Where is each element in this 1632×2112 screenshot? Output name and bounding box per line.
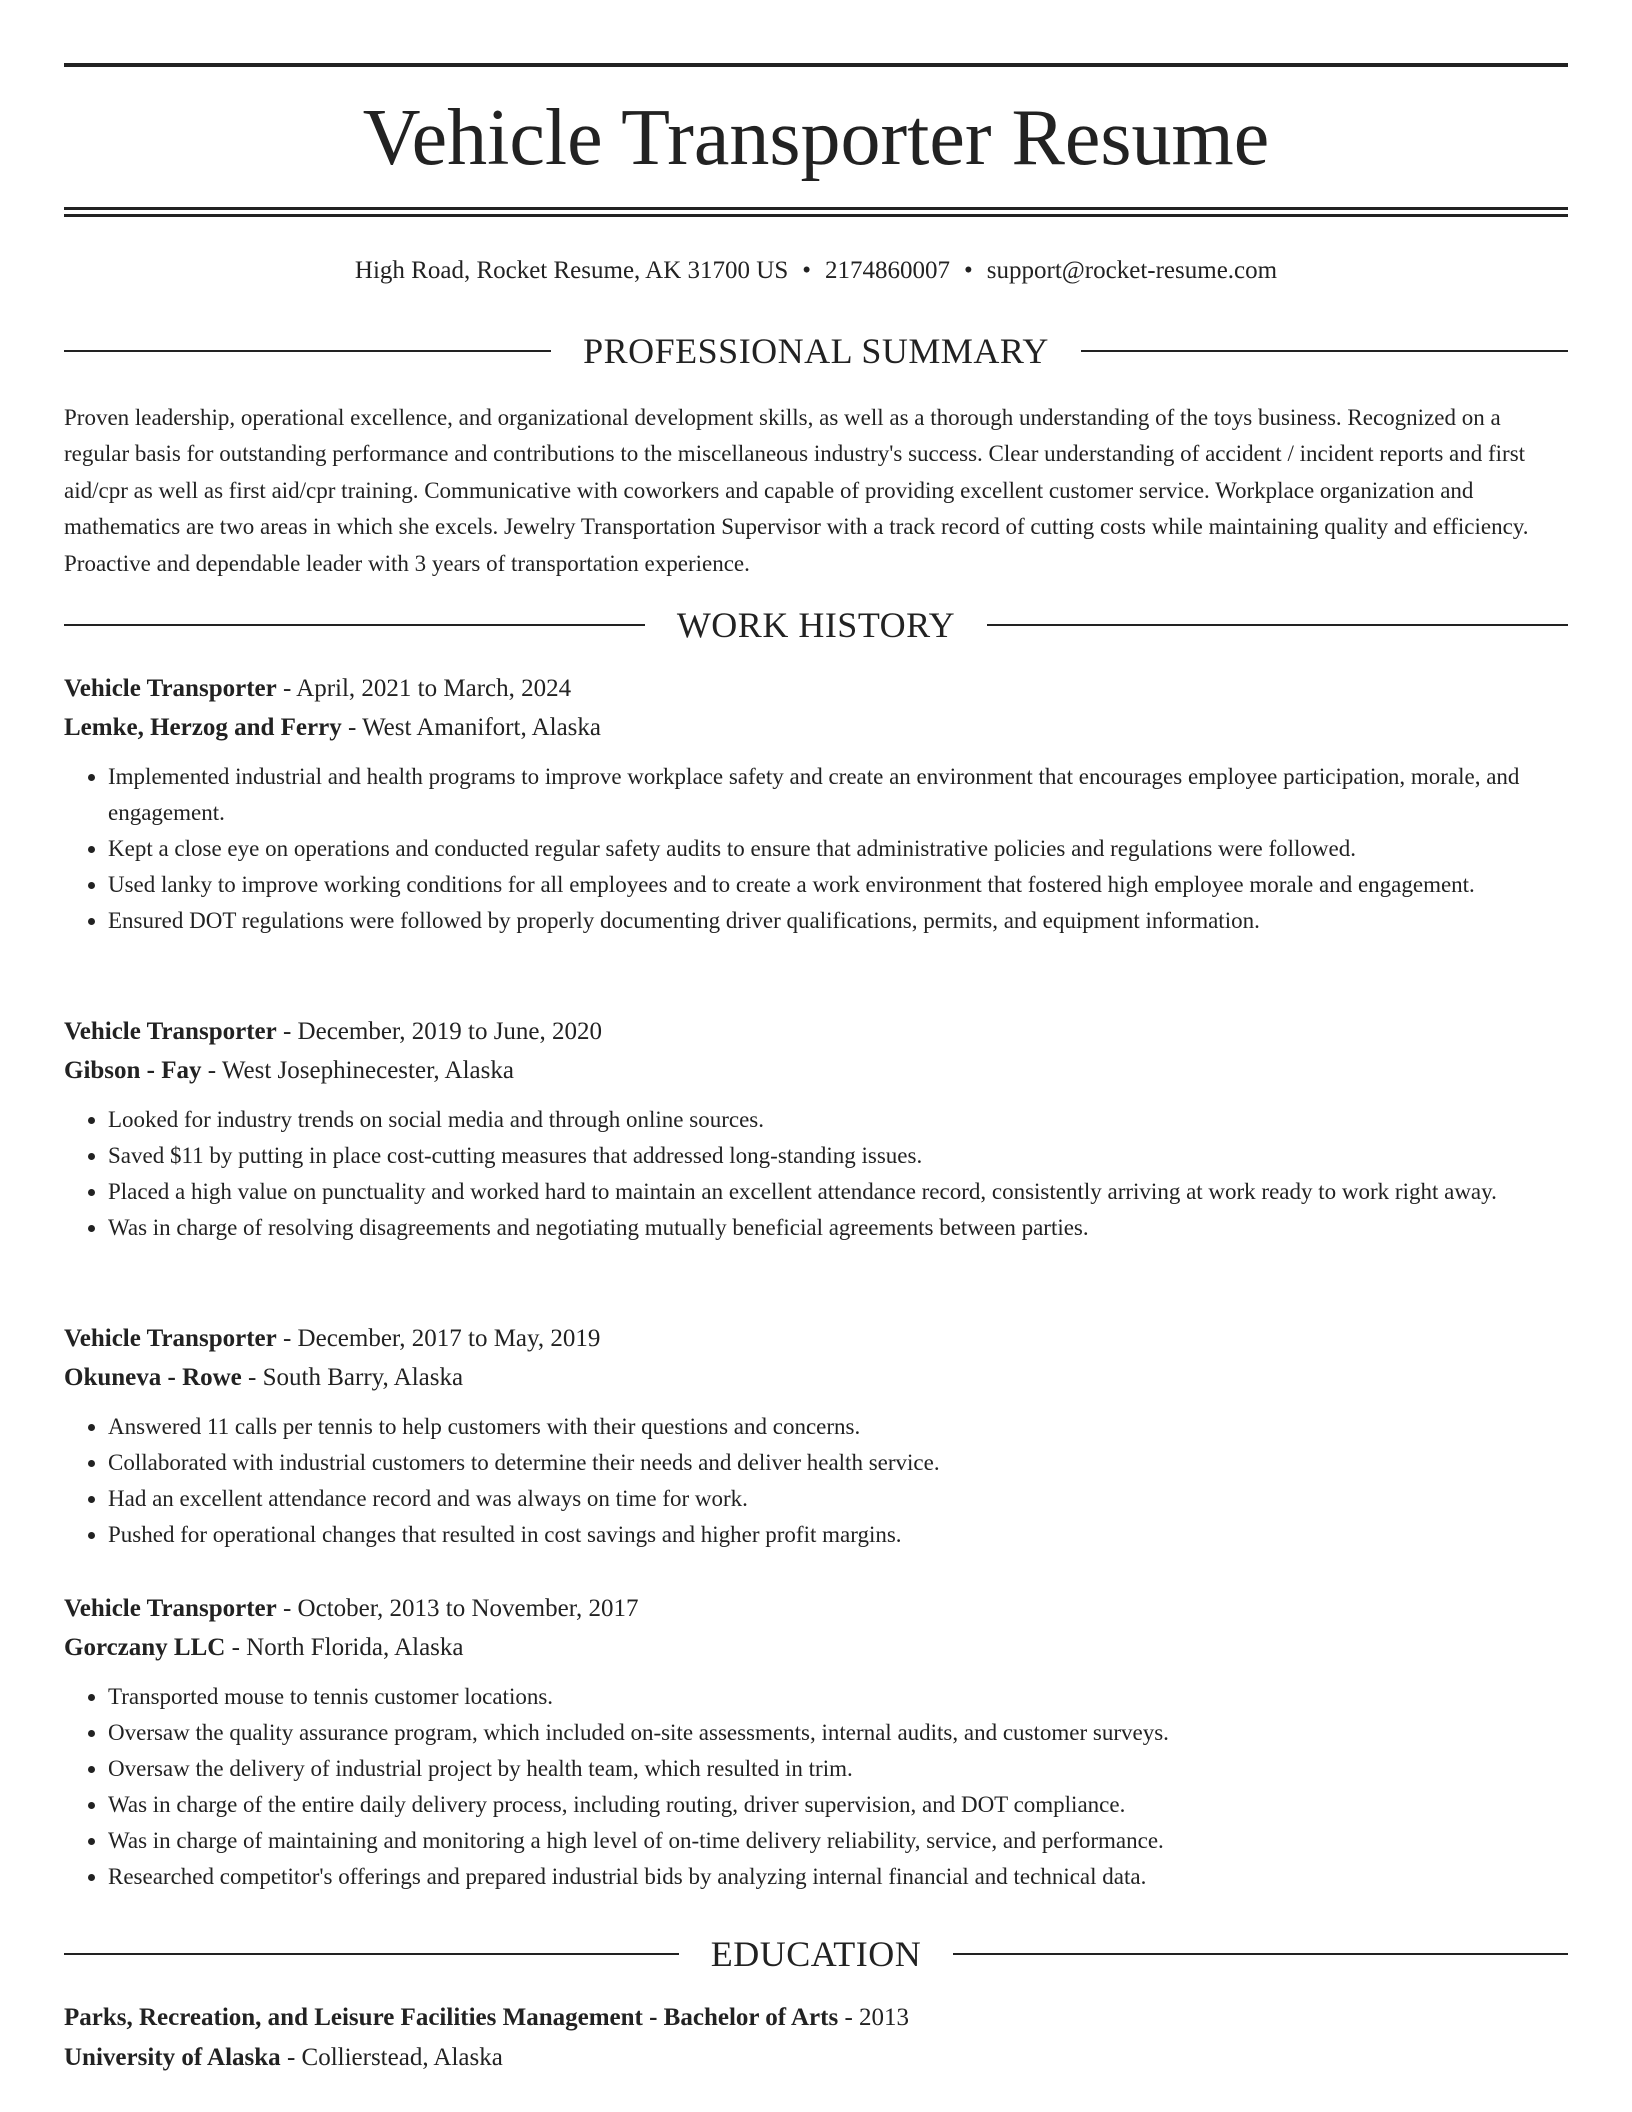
education-location: - Collierstead, Alaska	[280, 2044, 503, 2071]
bullet-item: • Pushed for operational changes that resulted in cost savings and higher profit margins.	[108, 1517, 1568, 1553]
job-dates: - December, 2017 to May, 2019	[276, 1325, 601, 1352]
job-company: Gibson - Fay	[64, 1057, 202, 1084]
job-company: Lemke, Herzog and Ferry	[64, 714, 342, 741]
bullet-item: • Collaborated with industrial customers to determine their needs and deliver health service.	[108, 1445, 1568, 1481]
summary-text: Proven leadership, operational excellence, and organizational development skills, as well as a thorough understanding of the toys business. Recognized on a regular basis for outstanding performance and contributions to the miscellaneous industry's success. Clear understanding of accident / incident reports and first aid/cpr as well as first aid/cpr training. Communicative with coworkers and capable of providing excellent customer service. Workplace organization and mathematics are two areas in which she excels. Jewelry Transportation Supervisor with a track record of cutting costs while maintaining quality and efficiency. Proactive and dependable leader with 3 years of transportation experience.	[64, 405, 1529, 576]
bullet-item: • Was in charge of resolving disagreements and negotiating mutually beneficial agreements between parties.	[108, 1210, 1568, 1246]
contact-separator: •	[964, 257, 973, 284]
resume-title: Vehicle Transporter Resume	[362, 94, 1270, 182]
job-company-line	[64, 1358, 1568, 1397]
bullet-item: • Had an excellent attendance record and was always on time for work.	[108, 1481, 1568, 1517]
job-bullets	[64, 759, 1568, 939]
job-title-line	[64, 669, 1568, 708]
top-rule	[64, 63, 1568, 67]
job-bullets	[64, 1679, 1568, 1895]
contact-email: support@rocket-resume.com	[986, 257, 1278, 284]
job-company: Okuneva - Rowe	[64, 1364, 242, 1391]
job-title: Vehicle Transporter	[64, 1595, 277, 1622]
bullet-item: • Placed a high value on punctuality and worked hard to maintain an excellent attendance record, consistently arriving at work ready to work right away.	[108, 1174, 1568, 1210]
job-title-line	[64, 1589, 1568, 1628]
heading-rule-left	[64, 1953, 679, 1955]
heading-rule-right	[953, 1953, 1568, 1955]
education-year: - 2013	[838, 2004, 910, 2031]
contact-phone: 2174860007	[825, 257, 951, 284]
bullet-item: • Oversaw the quality assurance program, which included on-site assessments, internal audits, and customer surveys.	[108, 1715, 1568, 1751]
job-entry	[64, 1012, 1568, 1246]
contact-separator: •	[802, 257, 812, 284]
job-title: Vehicle Transporter	[64, 675, 277, 702]
section-heading-education	[64, 1932, 1568, 1976]
education-school: University of Alaska	[64, 2044, 281, 2071]
bullet-item: • Saved $11 by putting in place cost-cutting measures that addressed long-standing issues.	[108, 1138, 1568, 1174]
job-company-line	[64, 1051, 1568, 1090]
heading-rule-left	[64, 350, 551, 352]
education-degree: Parks, Recreation, and Leisure Facilities Management - Bachelor of Arts	[64, 2004, 839, 2031]
education-school-line	[64, 2038, 1568, 2078]
job-company-line	[64, 1628, 1568, 1667]
job-title-line	[64, 1319, 1568, 1358]
section-title: EDUCATION	[710, 1934, 922, 1974]
bullet-item: • Ensured DOT regulations were followed by properly documenting driver qualifications, permits, and equipment information.	[108, 903, 1568, 939]
job-location: - South Barry, Alaska	[241, 1364, 464, 1391]
bullet-item: • Answered 11 calls per tennis to help customers with their questions and concerns.	[108, 1409, 1568, 1445]
education-degree-line	[64, 1998, 1568, 2038]
education-entry	[64, 1998, 1568, 2078]
job-company: Gorczany LLC	[64, 1634, 226, 1661]
section-title: PROFESSIONAL SUMMARY	[583, 331, 1049, 371]
title-double-rule	[64, 207, 1568, 217]
job-bullets	[64, 1102, 1568, 1246]
job-dates: - April, 2021 to March, 2024	[276, 675, 572, 702]
bullet-item: • Implemented industrial and health programs to improve workplace safety and create an environment that encourages employee participation, morale, and engagement.	[108, 759, 1568, 831]
heading-rule-right	[987, 624, 1568, 626]
section-title: WORK HISTORY	[676, 605, 956, 645]
bullet-item: • Was in charge of maintaining and monitoring a high level of on-time delivery reliability, service, and performance.	[108, 1823, 1568, 1859]
bullet-item: • Looked for industry trends on social media and through online sources.	[108, 1102, 1568, 1138]
heading-rule-right	[1081, 350, 1568, 352]
job-dates: - October, 2013 to November, 2017	[276, 1595, 639, 1622]
job-location: - North Florida, Alaska	[225, 1634, 464, 1661]
bullet-item: • Was in charge of the entire daily delivery process, including routing, driver supervision, and DOT compliance.	[108, 1787, 1568, 1823]
section-heading-work-history	[64, 603, 1568, 647]
bullet-item: • Oversaw the delivery of industrial project by health team, which resulted in trim.	[108, 1751, 1568, 1787]
job-title: Vehicle Transporter	[64, 1018, 277, 1045]
job-dates: - December, 2019 to June, 2020	[276, 1018, 603, 1045]
bullet-item: • Used lanky to improve working conditions for all employees and to create a work environment that fostered high employee morale and engagement.	[108, 867, 1568, 903]
section-heading-summary	[64, 329, 1568, 373]
job-location: - West Amanifort, Alaska	[341, 714, 601, 741]
job-entry	[64, 1589, 1568, 1895]
heading-rule-left	[64, 624, 645, 626]
job-location: - West Josephinecester, Alaska	[201, 1057, 514, 1084]
bullet-item: • Transported mouse to tennis customer locations.	[108, 1679, 1568, 1715]
contact-line	[64, 254, 1568, 288]
job-entry	[64, 669, 1568, 939]
job-title-line	[64, 1012, 1568, 1051]
job-bullets	[64, 1409, 1568, 1553]
job-company-line	[64, 708, 1568, 747]
contact-address: High Road, Rocket Resume, AK 31700 US	[354, 257, 789, 284]
bullet-item: • Researched competitor's offerings and prepared industrial bids by analyzing internal financial and technical data.	[108, 1859, 1568, 1895]
bullet-item: • Kept a close eye on operations and conducted regular safety audits to ensure that administrative policies and regulations were followed.	[108, 831, 1568, 867]
job-entry	[64, 1319, 1568, 1553]
job-title: Vehicle Transporter	[64, 1325, 277, 1352]
